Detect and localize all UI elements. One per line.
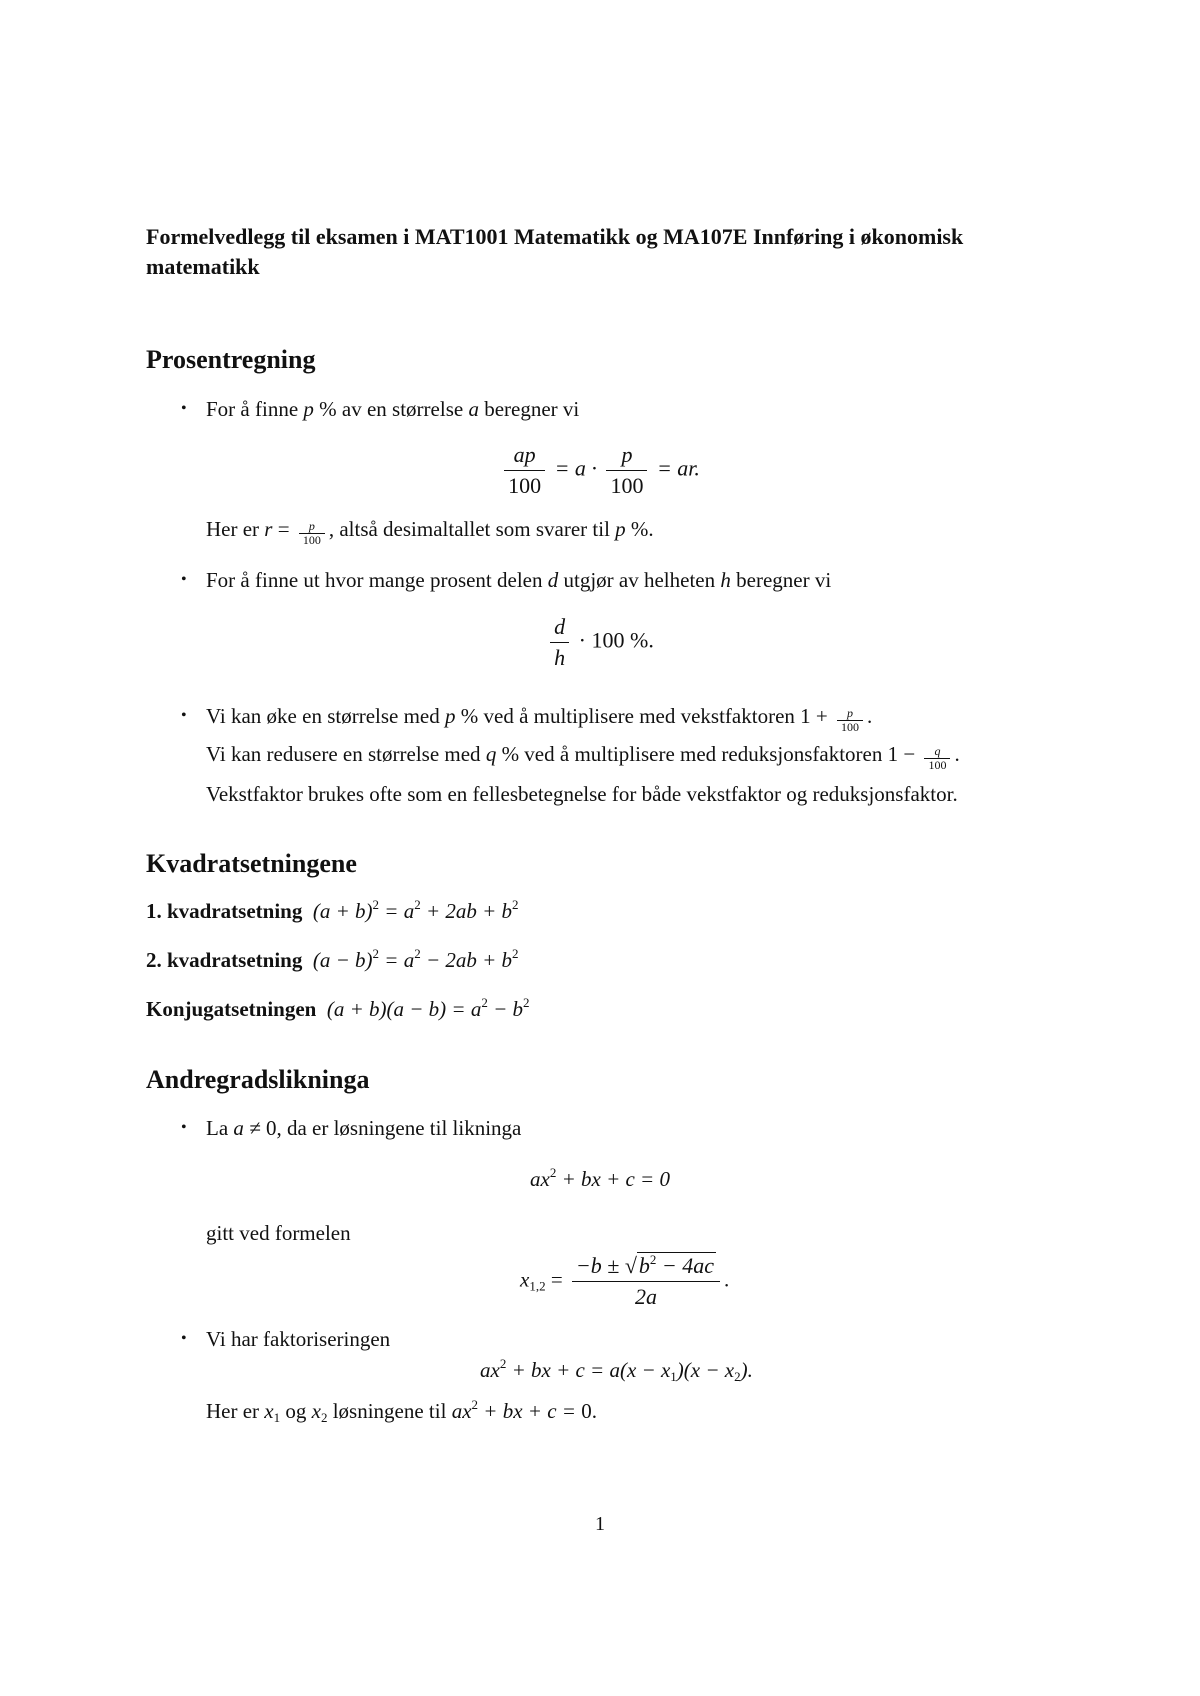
square-root: $√b^2 - 4ac$ [624,1252,715,1278]
bullet-text-quadratic: La a ≠ 0, da er løsningene til likninga [206,1116,522,1140]
formula-conjugate: Konjugatsetningen $(a + b)(a - b) = a^2 - b^2$ [146,995,530,1021]
text-growth-factor-note: Vekstfaktor brukes ofte som en fellesbetegnelse for både vekstfaktor og reduksjonsfaktor. [206,782,958,806]
fraction-p-100: $\frac{p}{100}$ [606,440,647,501]
bullet-icon: • [181,1330,187,1347]
fraction-p-100-growth: $\frac{p}{100}$ [837,707,863,734]
formula-second-square: 2. kvadratsetning $(a - b)^2 = a^2 - 2ab + b^2$ [146,946,519,972]
bullet-text-percent-of: For å finne p % av en størrelse a beregner vi [206,397,580,421]
text-here-roots: Her er $x_1$ og $x_2$ løsningene til $ax^2$ + bx + c = 0. [206,1397,597,1425]
equation-percent-part: $\frac{d}{h}$ · 100 %. [0,612,1200,673]
bullet-text-growth-factor: Vi kan øke en størrelse med p % ved å multiplisere med vekstfaktoren 1 + $\frac{p}{100}$ . [206,704,873,734]
bullet-text-percent-part: For å finne ut hvor mange prosent delen d utgjør av helheten h beregner vi [206,568,832,592]
section-heading-andregradslikninga: Andregradslikninga [146,1065,370,1094]
bullet-icon: • [181,571,187,588]
page-number: 1 [595,1513,605,1535]
fraction-p-100-inline: $\frac{p}{100}$ [299,520,325,547]
equation-quadratic-formula: $x_{1,2}$ = $\frac{-b \pm √b^2 - 4ac}{2a}$ . [520,1251,729,1312]
bullet-text-factorization: Vi har faktoriseringen [206,1327,391,1351]
fraction-d-h: $\frac{d}{h}$ [550,612,569,673]
bullet-icon: • [181,1119,187,1136]
bullet-icon: • [181,707,187,724]
text-given-by-formula: gitt ved formelen [206,1221,351,1245]
bullet-icon: • [181,400,187,417]
equation-factorization: $ax^2$ + bx + $c = a(x - x_1)(x - x_2)$. [480,1356,753,1384]
fraction-ap-100: $\frac{ap}{100}$ [504,440,545,501]
equation-quadratic: $ax^2$ + bx + c = 0 [530,1165,670,1191]
text-here-r: Her er r = $\frac{p}{100}$ , altså desimaltallet som svarer til p %. [206,517,654,547]
fraction-q-100: $\frac{q}{100}$ [924,745,950,772]
text-reduction-factor: Vi kan redusere en størrelse med q % ved å multiplisere med reduksjonsfaktoren 1 − $\frac{q}{100}$ . [206,742,960,772]
formula-first-square: 1. kvadratsetning $(a + b)^2 = a^2 + 2ab + b^2$ [146,897,519,923]
fraction-quadratic-formula: $\frac{-b \pm √b^2 - 4ac}{2a}$ [572,1251,720,1312]
equation-percent-of: $\frac{ap}{100}$ = a · $\frac{p}{100}$ = ar. [0,440,1200,501]
section-heading-prosentregning: Prosentregning [146,345,316,374]
section-heading-kvadratsetningene: Kvadratsetningene [146,849,357,878]
document-title: Formelvedlegg til eksamen i MAT1001 Matematikk og MA107E Innføring i økonomisk matematikk [146,224,964,279]
